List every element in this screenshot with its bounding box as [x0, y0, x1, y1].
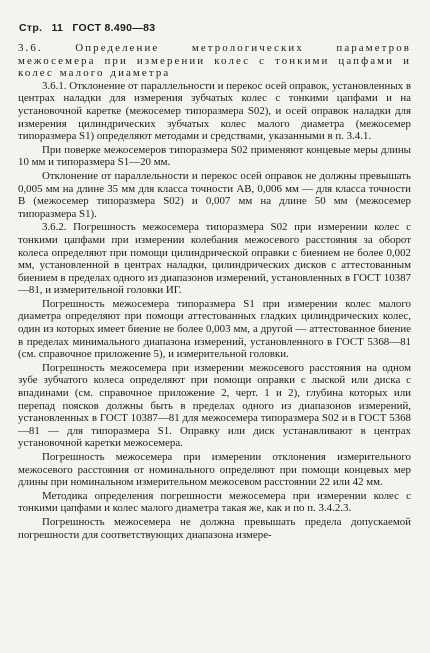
page-number: 11 — [51, 22, 64, 34]
paragraph-one-tooth: Погрешность межосемера при измерении межосевого расстояния на одном зубе зубчатого колеса определяют при помощи оправки с лыской или диска с впадинами (см. справочное приложение 2, черт. 1 и 2), глубина которых или перепад поясков должны быть в пределах одного из диапазонов измерений, установленных в ГОСТ 10387—81 для межосемера типоразмера S02 и в ГОСТ 5368—81 — для типоразмера S1. Оправку или диск устанавливают в центрах установочной каретки межосемера. — [18, 361, 411, 450]
paragraph-limit: Погрешность межосемера не должна превышать предела допускаемой погрешности для соответствующих диапазона измере- — [18, 515, 411, 541]
standard-designation: ГОСТ 8.490—83 — [72, 22, 156, 34]
page-label: Стр. — [19, 22, 43, 34]
paragraph-method: Методика определения погрешности межосемера при измерении колес с тонкими цапфами и колес малого диаметра такая же, как и по п. 3.4.2.3. — [18, 489, 411, 515]
paragraph-tolerances: Отклонение от параллельности и перекос осей оправок не должны превышать 0,005 мм на длине 35 мм для класса точности АВ, 0,006 мм — для класса точности В (межосемер типоразмера S02) и 0,007 мм на длине 50 мм (межосемер типоразмера S1). — [18, 169, 411, 220]
paragraph-nominal-distance: Погрешность межосемера при измерении отклонения измерительного межосевого расстояния от номинального определяют при помощи концевых мер длины при номинальном измерительном межосевом расстоянии 22 или 42 мм. — [18, 451, 411, 489]
paragraph-3-6-1: 3.6.1. Отклонение от параллельности и перекос осей оправок, установленных в центрах наладки для измерения зубчатых колес с тонкими цапфами и на установочной каретке (межосемер типоразмера S02), и осей оправок наладки для измерения цилиндрических зубчатых колес малого диаметра (межосемер типоразмера S1) определяют методами и средствами, указанными в п. 3.4.1. — [18, 79, 411, 143]
document-body — [18, 42, 411, 542]
section-heading: 3.6. Определение метрологических параметров межосемера при измерении колес с тонкими цапфами и колес малого диаметра — [18, 42, 411, 80]
paragraph-gauge-blocks: При поверке межосемеров типоразмера S02 применяют концевые меры длины 10 мм и типоразмера S1—20 мм. — [18, 143, 411, 169]
paragraph-s1-error: Погрешность межосемера типоразмера S1 при измерении колес малого диаметра определяют при помощи аттестованных гладких цилиндрических колес, один из которых имеет биение не более 0,003 мм, а другой — аттестованное биение в пределах минимального диапазона измерений, установленного в ГОСТ 5368—81 (см. справочное приложение 5), и измерительной головки. — [18, 297, 411, 361]
page-header — [19, 22, 161, 34]
paragraph-3-6-2: 3.6.2. Погрешность межосемера типоразмера S02 при измерении колес с тонкими цапфами при измерении колебания межосевого расстояния за оборот колеса определяют при помощи цилиндрической оправки с биением не более 0,002 мм, установленной в центрах наладки, цилиндрических дисков с аттестованным биением в пределах одного из диапазонов измерений, установленных в ГОСТ 10387—81, и измерительной головки ИГ. — [18, 221, 411, 297]
